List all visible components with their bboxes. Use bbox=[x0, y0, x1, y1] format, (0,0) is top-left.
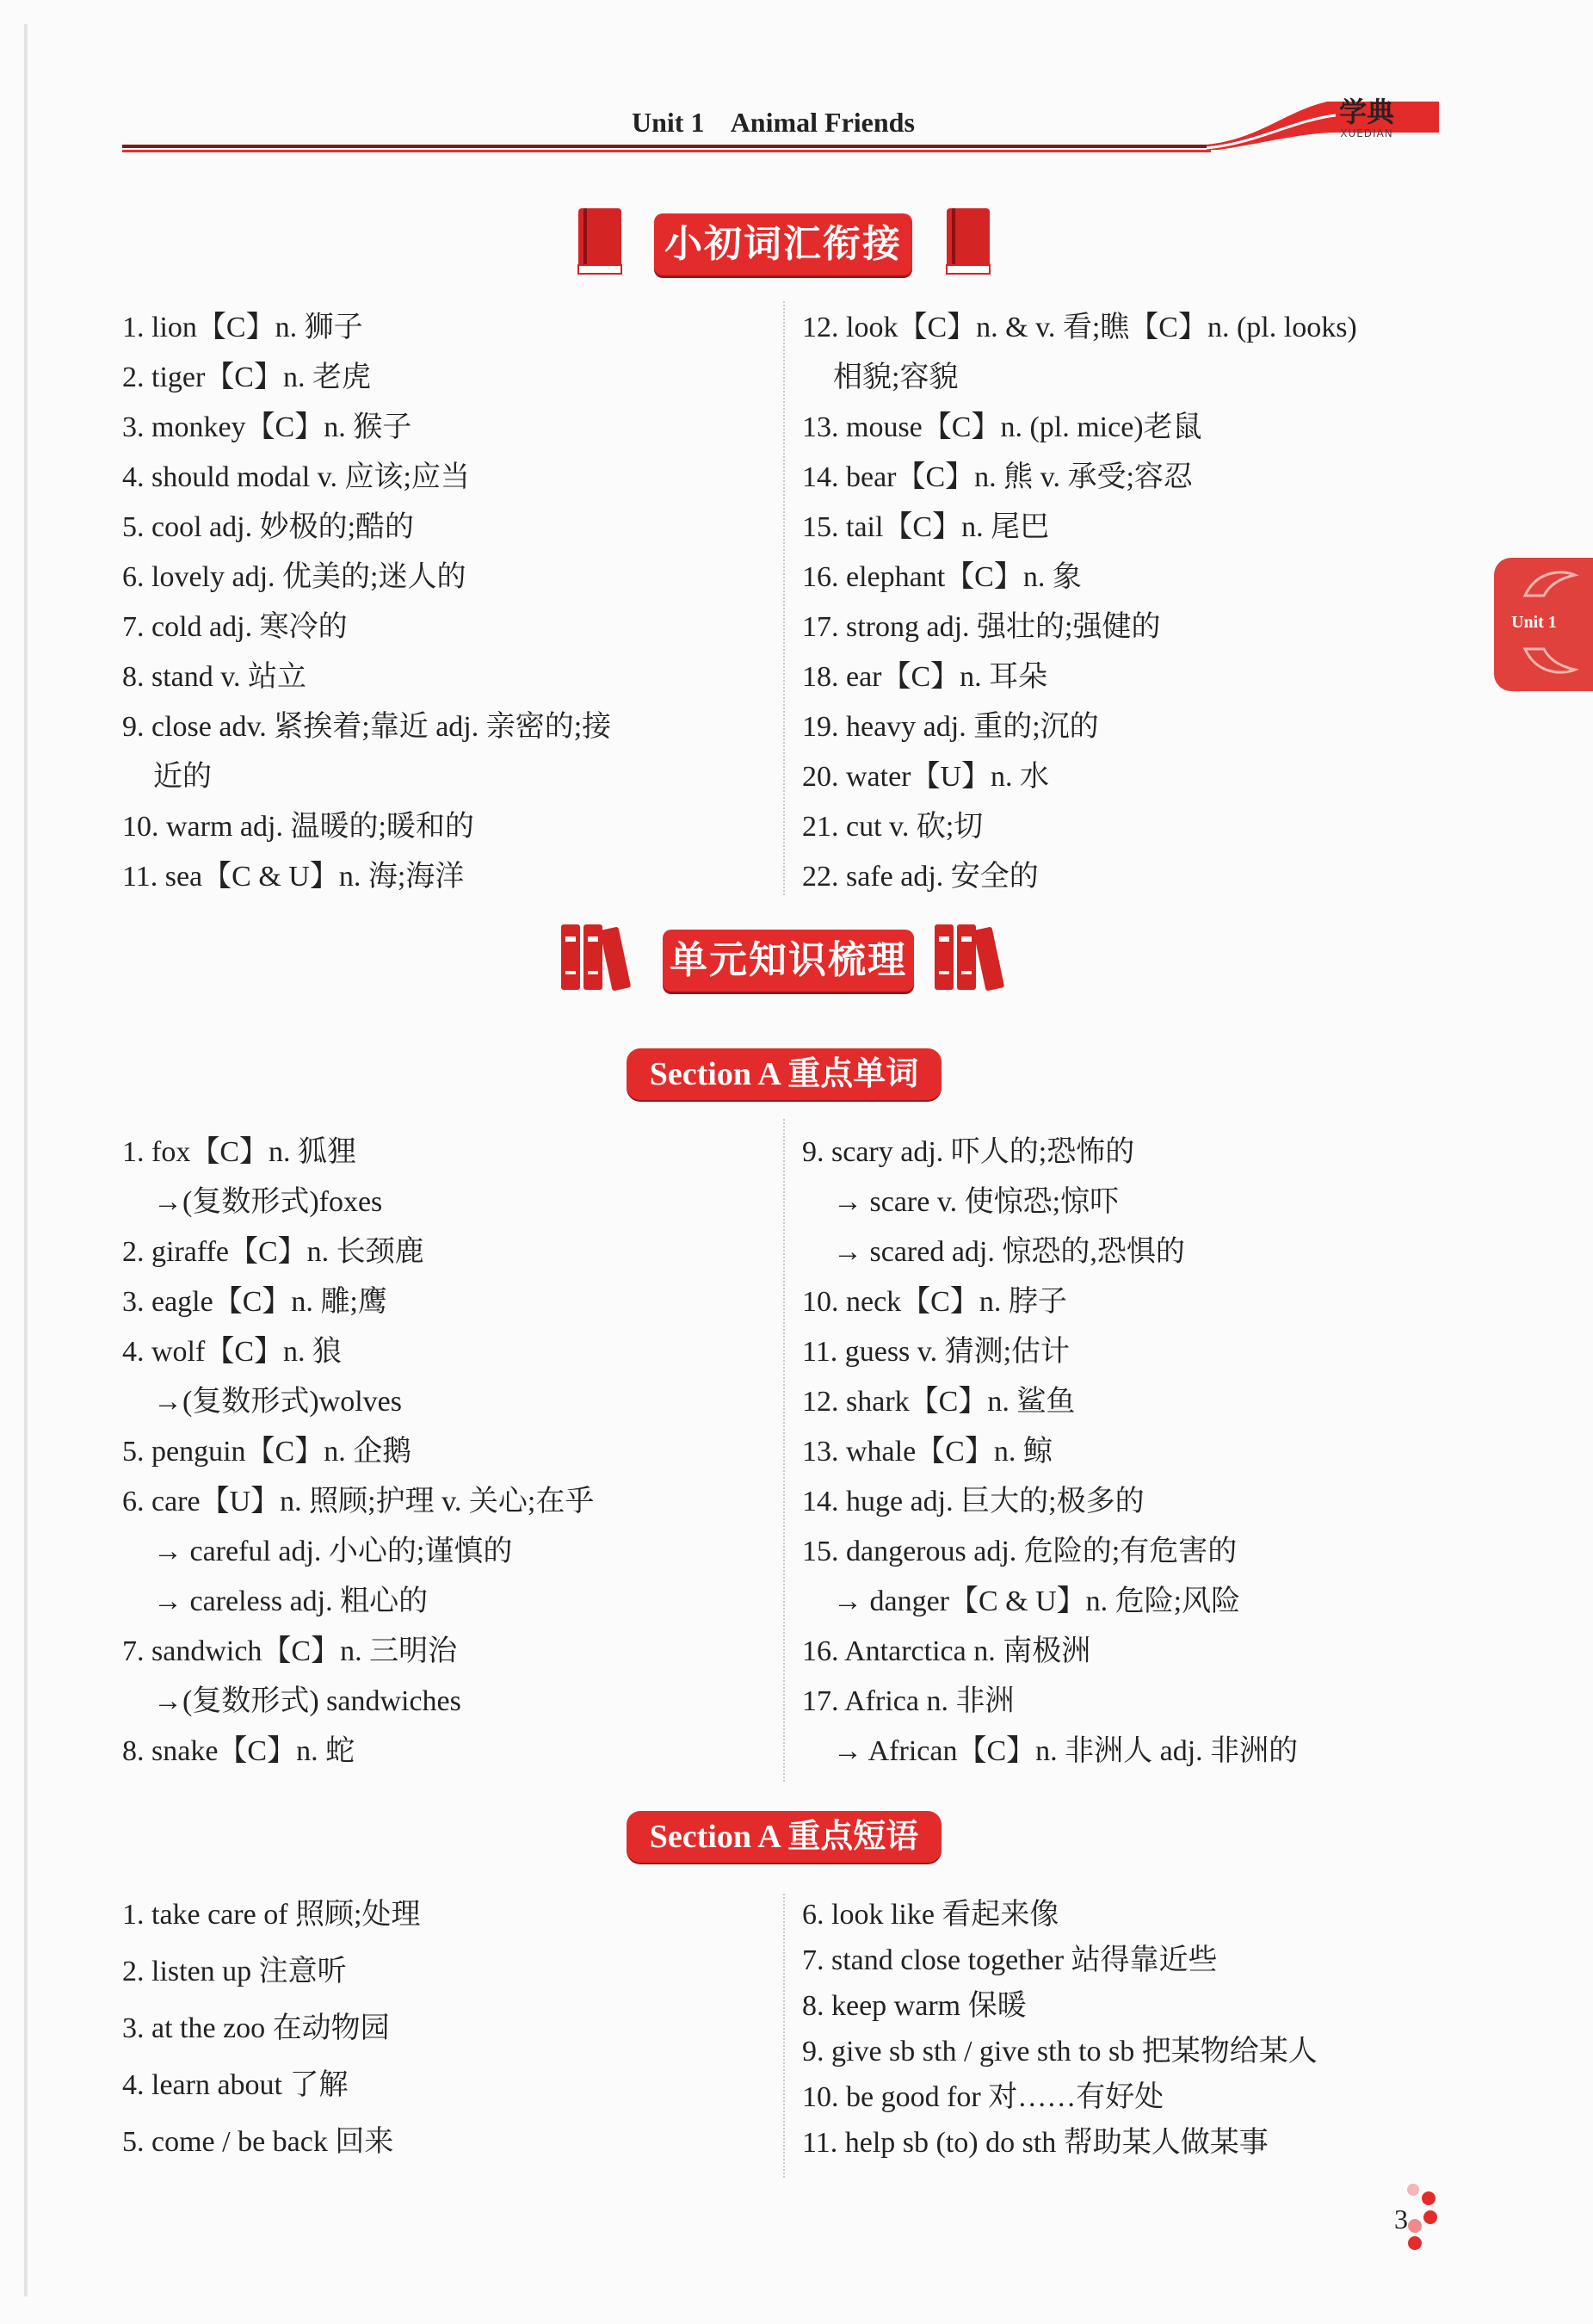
list-item: 9. close adv. 紧挨着;靠近 adj. 亲密的;接 bbox=[122, 711, 612, 743]
brand-logo-en: XUEDIAN bbox=[1340, 127, 1393, 139]
list-item: 1. lion【C】n. 狮子 bbox=[122, 312, 363, 343]
list-item: 6. look like 看起来像 bbox=[802, 1899, 1059, 1931]
binders-icon bbox=[931, 919, 1014, 995]
column-divider bbox=[783, 1894, 785, 2178]
brand-logo-cn: 学典 bbox=[1338, 96, 1394, 128]
list-item: 2. giraffe【C】n. 长颈鹿 bbox=[122, 1236, 424, 1268]
list-item: →(复数形式)foxes bbox=[153, 1186, 383, 1218]
list-item: 11. sea【C & U】n. 海;海洋 bbox=[122, 861, 465, 893]
list-item: → African【C】n. 非洲人 adj. 非洲的 bbox=[833, 1735, 1299, 1767]
list-item: → danger【C & U】n. 危险;风险 bbox=[833, 1585, 1241, 1617]
list-item: 2. tiger【C】n. 老虎 bbox=[122, 362, 371, 393]
list-item: 6. lovely adj. 优美的;迷人的 bbox=[122, 561, 466, 593]
brand-logo bbox=[1315, 96, 1418, 148]
list-item: 11. help sb (to) do sth 帮助某人做某事 bbox=[802, 2127, 1269, 2159]
wing-icon bbox=[1520, 566, 1580, 601]
list-item: 1. take care of 照顾;处理 bbox=[122, 1899, 421, 1931]
side-tab-label: Unit 1 bbox=[1511, 613, 1557, 632]
list-item: 7. stand close together 站得靠近些 bbox=[802, 1944, 1218, 1976]
list-item: 15. dangerous adj. 危险的;有危害的 bbox=[802, 1536, 1238, 1567]
list-item: 相貌;容貌 bbox=[833, 362, 959, 393]
book-icon bbox=[943, 205, 995, 277]
list-item: 7. cold adj. 寒冷的 bbox=[122, 611, 348, 643]
list-item: 13. whale【C】n. 鲸 bbox=[802, 1436, 1053, 1468]
list-item: 17. Africa n. 非洲 bbox=[802, 1685, 1015, 1717]
wing-icon bbox=[1520, 644, 1580, 678]
list-item: 19. heavy adj. 重的;沉的 bbox=[802, 711, 1099, 743]
section-a-words-pill: Section A 重点单词 bbox=[627, 1048, 942, 1100]
list-item: → scare v. 使惊恐;惊吓 bbox=[833, 1186, 1120, 1218]
list-item: 5. come / be back 回来 bbox=[122, 2126, 394, 2158]
list-item: 9. scary adj. 吓人的;恐怖的 bbox=[802, 1136, 1135, 1168]
list-item: 4. learn about 了解 bbox=[122, 2069, 349, 2101]
section-a-phrases-pill: Section A 重点短语 bbox=[627, 1811, 942, 1863]
list-item: 8. snake【C】n. 蛇 bbox=[122, 1735, 355, 1767]
list-item: 21. cut v. 砍;切 bbox=[802, 811, 984, 843]
unit-side-tab[interactable] bbox=[1494, 558, 1593, 691]
list-item: 7. sandwich【C】n. 三明治 bbox=[122, 1635, 458, 1667]
header-rule bbox=[122, 145, 1211, 148]
list-item: → careless adj. 粗心的 bbox=[153, 1585, 429, 1617]
list-item: 2. listen up 注意听 bbox=[122, 1956, 347, 1987]
list-item: 10. neck【C】n. 脖子 bbox=[802, 1286, 1067, 1318]
list-item: 12. shark【C】n. 鲨鱼 bbox=[802, 1386, 1076, 1418]
unit-review-banner: 单元知识梳理 bbox=[663, 930, 914, 992]
list-item: 14. huge adj. 巨大的;极多的 bbox=[802, 1486, 1145, 1517]
list-item: 3. monkey【C】n. 猴子 bbox=[122, 411, 412, 443]
vocab-link-banner: 小初词汇衔接 bbox=[654, 213, 912, 275]
list-item: 1. fox【C】n. 狐狸 bbox=[122, 1136, 356, 1168]
column-divider bbox=[783, 301, 785, 895]
book-icon bbox=[575, 205, 627, 277]
list-item: 6. care【U】n. 照顾;护理 v. 关心;在乎 bbox=[122, 1486, 595, 1517]
list-item: 10. warm adj. 温暖的;暖和的 bbox=[122, 811, 474, 843]
list-item: 20. water【U】n. 水 bbox=[802, 761, 1050, 793]
list-item: 22. safe adj. 安全的 bbox=[802, 861, 1039, 893]
list-item: 5. cool adj. 妙极的;酷的 bbox=[122, 511, 415, 543]
list-item: 17. strong adj. 强壮的;强健的 bbox=[802, 611, 1161, 643]
header-rule-accent bbox=[122, 150, 1211, 152]
list-item: 16. elephant【C】n. 象 bbox=[802, 561, 1082, 593]
binders-icon bbox=[558, 919, 640, 995]
list-item: 12. look【C】n. & v. 看;瞧【C】n. (pl. looks) bbox=[802, 312, 1357, 343]
list-item: 3. at the zoo 在动物园 bbox=[122, 2012, 390, 2044]
page-header bbox=[122, 95, 1448, 164]
list-item: →(复数形式)wolves bbox=[153, 1386, 402, 1418]
list-item: 3. eagle【C】n. 雕;鹰 bbox=[122, 1286, 387, 1318]
list-item: 近的 bbox=[153, 761, 212, 793]
column-divider bbox=[783, 1119, 785, 1782]
list-item: → careful adj. 小心的;谨慎的 bbox=[153, 1536, 513, 1567]
list-item: 4. should modal v. 应该;应当 bbox=[122, 461, 470, 493]
list-item: 15. tail【C】n. 尾巴 bbox=[802, 511, 1050, 543]
hexagon-dots-icon bbox=[1396, 2183, 1448, 2260]
list-item: 14. bear【C】n. 熊 v. 承受;容忍 bbox=[802, 461, 1193, 493]
list-item: 8. stand v. 站立 bbox=[122, 661, 307, 693]
page-number: 3 bbox=[1394, 2203, 1408, 2234]
unit-title: Unit 1 Animal Friends bbox=[632, 107, 915, 138]
list-item: →(复数形式) sandwiches bbox=[153, 1685, 461, 1717]
list-item: 10. be good for 对……有好处 bbox=[802, 2081, 1164, 2113]
page-edge bbox=[24, 24, 28, 2296]
list-item: 9. give sb sth / give sth to sb 把某物给某人 bbox=[802, 2036, 1318, 2067]
list-item: → scared adj. 惊恐的,恐惧的 bbox=[833, 1236, 1185, 1268]
list-item: 5. penguin【C】n. 企鹅 bbox=[122, 1436, 412, 1468]
list-item: 18. ear【C】n. 耳朵 bbox=[802, 661, 1048, 693]
list-item: 4. wolf【C】n. 狼 bbox=[122, 1336, 342, 1368]
list-item: 16. Antarctica n. 南极洲 bbox=[802, 1635, 1091, 1667]
list-item: 11. guess v. 猜测;估计 bbox=[802, 1336, 1071, 1368]
list-item: 8. keep warm 保暖 bbox=[802, 1990, 1027, 2022]
list-item: 13. mouse【C】n. (pl. mice)老鼠 bbox=[802, 411, 1202, 443]
